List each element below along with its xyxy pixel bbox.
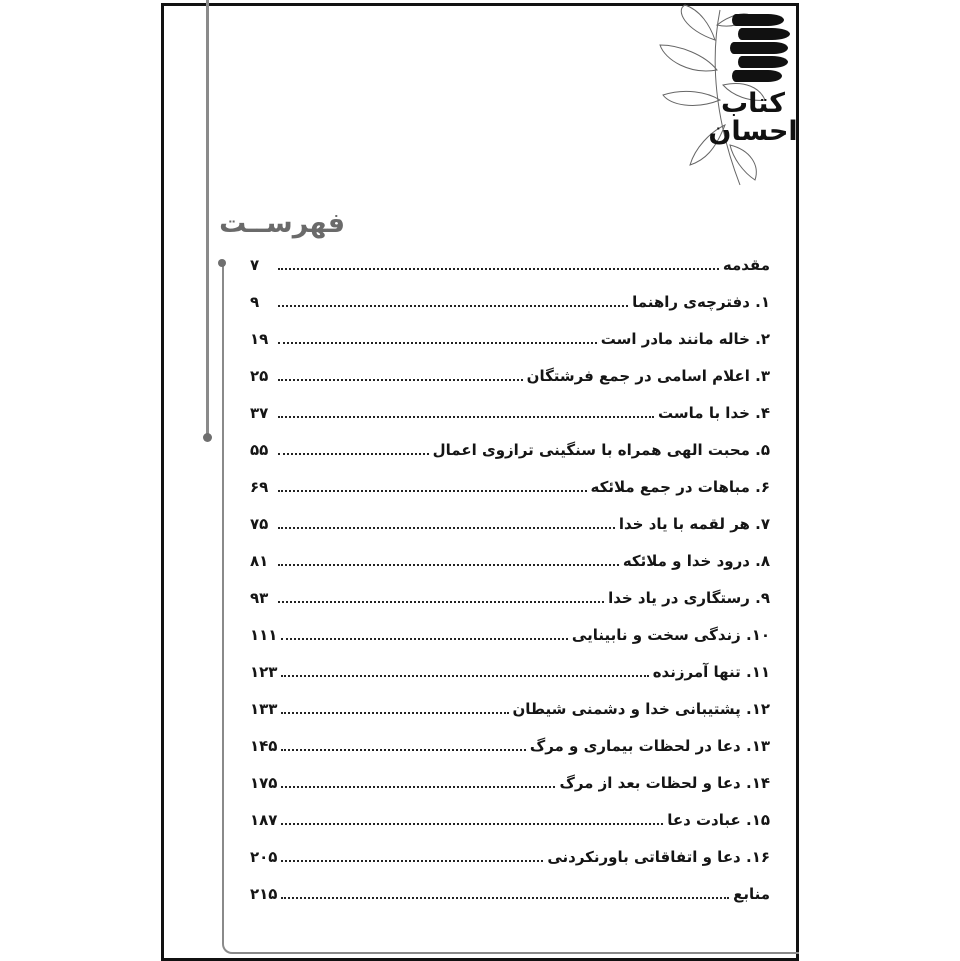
toc-leader-dots (278, 526, 615, 529)
book-stack-icon (728, 10, 790, 85)
toc-entry-label: ۶. مباهات در جمع ملائکه (590, 478, 770, 496)
toc-leader-dots (278, 341, 597, 344)
toc-leader-dots (278, 415, 654, 418)
toc-entry-label: ۸. درود خدا و ملائکه (622, 552, 770, 570)
toc-entry-page: ۹۳ (250, 589, 269, 607)
toc-leader-dots (278, 304, 628, 307)
toc-entry-page: ۱۴۵ (250, 737, 278, 755)
toc-entry-label: ۴. خدا با ماست (658, 404, 770, 422)
toc-entry-page: ۱۱۱ (250, 626, 278, 644)
toc-entry[interactable] (250, 885, 770, 922)
toc-entry-label: مقدمه (722, 256, 770, 274)
toc-entry[interactable] (250, 330, 770, 367)
logo-line-1: کتاب (721, 88, 785, 119)
toc-entry[interactable] (250, 367, 770, 404)
toc-entry-label: ۱۲. پشتیبانی خدا و دشمنی شیطان (512, 700, 770, 718)
publisher-logo-text (708, 90, 798, 146)
toc-entry-page: ۱۲۳ (250, 663, 278, 681)
toc-entry-page: ۷ (250, 256, 260, 274)
toc-entry[interactable] (250, 404, 770, 441)
toc-entry-page: ۲۵ (250, 367, 269, 385)
toc-entry[interactable] (250, 552, 770, 589)
toc-entry-label: ۱۱. تنها آمرزنده (652, 663, 770, 681)
toc-leader-dots (281, 859, 543, 862)
toc-leader-dots (278, 452, 429, 455)
toc-entry-page: ۱۷۵ (250, 774, 278, 792)
toc-entry[interactable] (250, 293, 770, 330)
toc-leader-dots (281, 785, 555, 788)
toc-entry[interactable] (250, 700, 770, 737)
toc-entry-label: ۲. خاله مانند مادر است (600, 330, 770, 348)
toc-leader-dots (281, 748, 525, 751)
toc-leader-dots (281, 896, 729, 899)
toc-entry-label: ۷. هر لقمه با یاد خدا (618, 515, 770, 533)
toc-entry[interactable] (250, 515, 770, 552)
toc-entry-page: ۳۷ (250, 404, 269, 422)
rail-dot-top (218, 259, 226, 267)
toc-entry-page: ۶۹ (250, 478, 269, 496)
toc-entry-label: ۳. اعلام اسامی در جمع فرشتگان (526, 367, 770, 385)
toc-entry-label: ۱. دفترچه‌ی راهنما (632, 293, 770, 311)
toc-leader-dots (281, 711, 508, 714)
toc-entry-label: ۹. رستگاری در یاد خدا (608, 589, 770, 607)
toc-entry-page: ۹ (250, 293, 260, 311)
toc-entry-page: ۲۱۵ (250, 885, 278, 903)
toc-entry-page: ۱۸۷ (250, 811, 278, 829)
table-of-contents (250, 256, 770, 922)
toc-title: فهرســت (219, 208, 345, 239)
toc-entry[interactable] (250, 663, 770, 700)
toc-entry-page: ۵۵ (250, 441, 269, 459)
toc-leader-dots (281, 674, 648, 677)
toc-entry-page: ۲۰۵ (250, 848, 278, 866)
toc-leader-dots (278, 489, 587, 492)
toc-entry-page: ۸۱ (250, 552, 269, 570)
toc-entry-label: ۱۴. دعا و لحظات بعد از مرگ (559, 774, 770, 792)
toc-entry[interactable] (250, 774, 770, 811)
toc-entry-label: ۱۰. زندگی سخت و نابینایی (571, 626, 770, 644)
toc-leader-dots (281, 637, 567, 640)
toc-entry[interactable] (250, 811, 770, 848)
toc-leader-dots (278, 563, 619, 566)
decorative-rail (206, 0, 209, 438)
rail-dot (203, 433, 212, 442)
toc-entry[interactable] (250, 589, 770, 626)
toc-leader-dots (278, 378, 523, 381)
toc-entry[interactable] (250, 848, 770, 885)
toc-entry-label: ۱۳. دعا در لحظات بیماری و مرگ (529, 737, 770, 755)
toc-entry-page: ۱۳۳ (250, 700, 278, 718)
toc-entry[interactable] (250, 737, 770, 774)
toc-entry[interactable] (250, 441, 770, 478)
toc-entry-label: منابع (733, 885, 770, 903)
toc-leader-dots (278, 600, 604, 603)
toc-entry-label: ۱۶. دعا و اتفاقاتی باورنکردنی (547, 848, 770, 866)
toc-entry[interactable] (250, 478, 770, 515)
toc-entry[interactable] (250, 626, 770, 663)
toc-leader-dots (278, 267, 719, 270)
toc-entry-page: ۷۵ (250, 515, 269, 533)
logo-line-2: احسان (708, 116, 798, 147)
toc-entry[interactable] (250, 256, 770, 293)
toc-entry-label: ۵. محبت الهی همراه با سنگینی ترازوی اعمال (432, 441, 770, 459)
toc-leader-dots (281, 822, 663, 825)
toc-entry-label: ۱۵. عبادت دعا (667, 811, 770, 829)
toc-entry-page: ۱۹ (250, 330, 269, 348)
